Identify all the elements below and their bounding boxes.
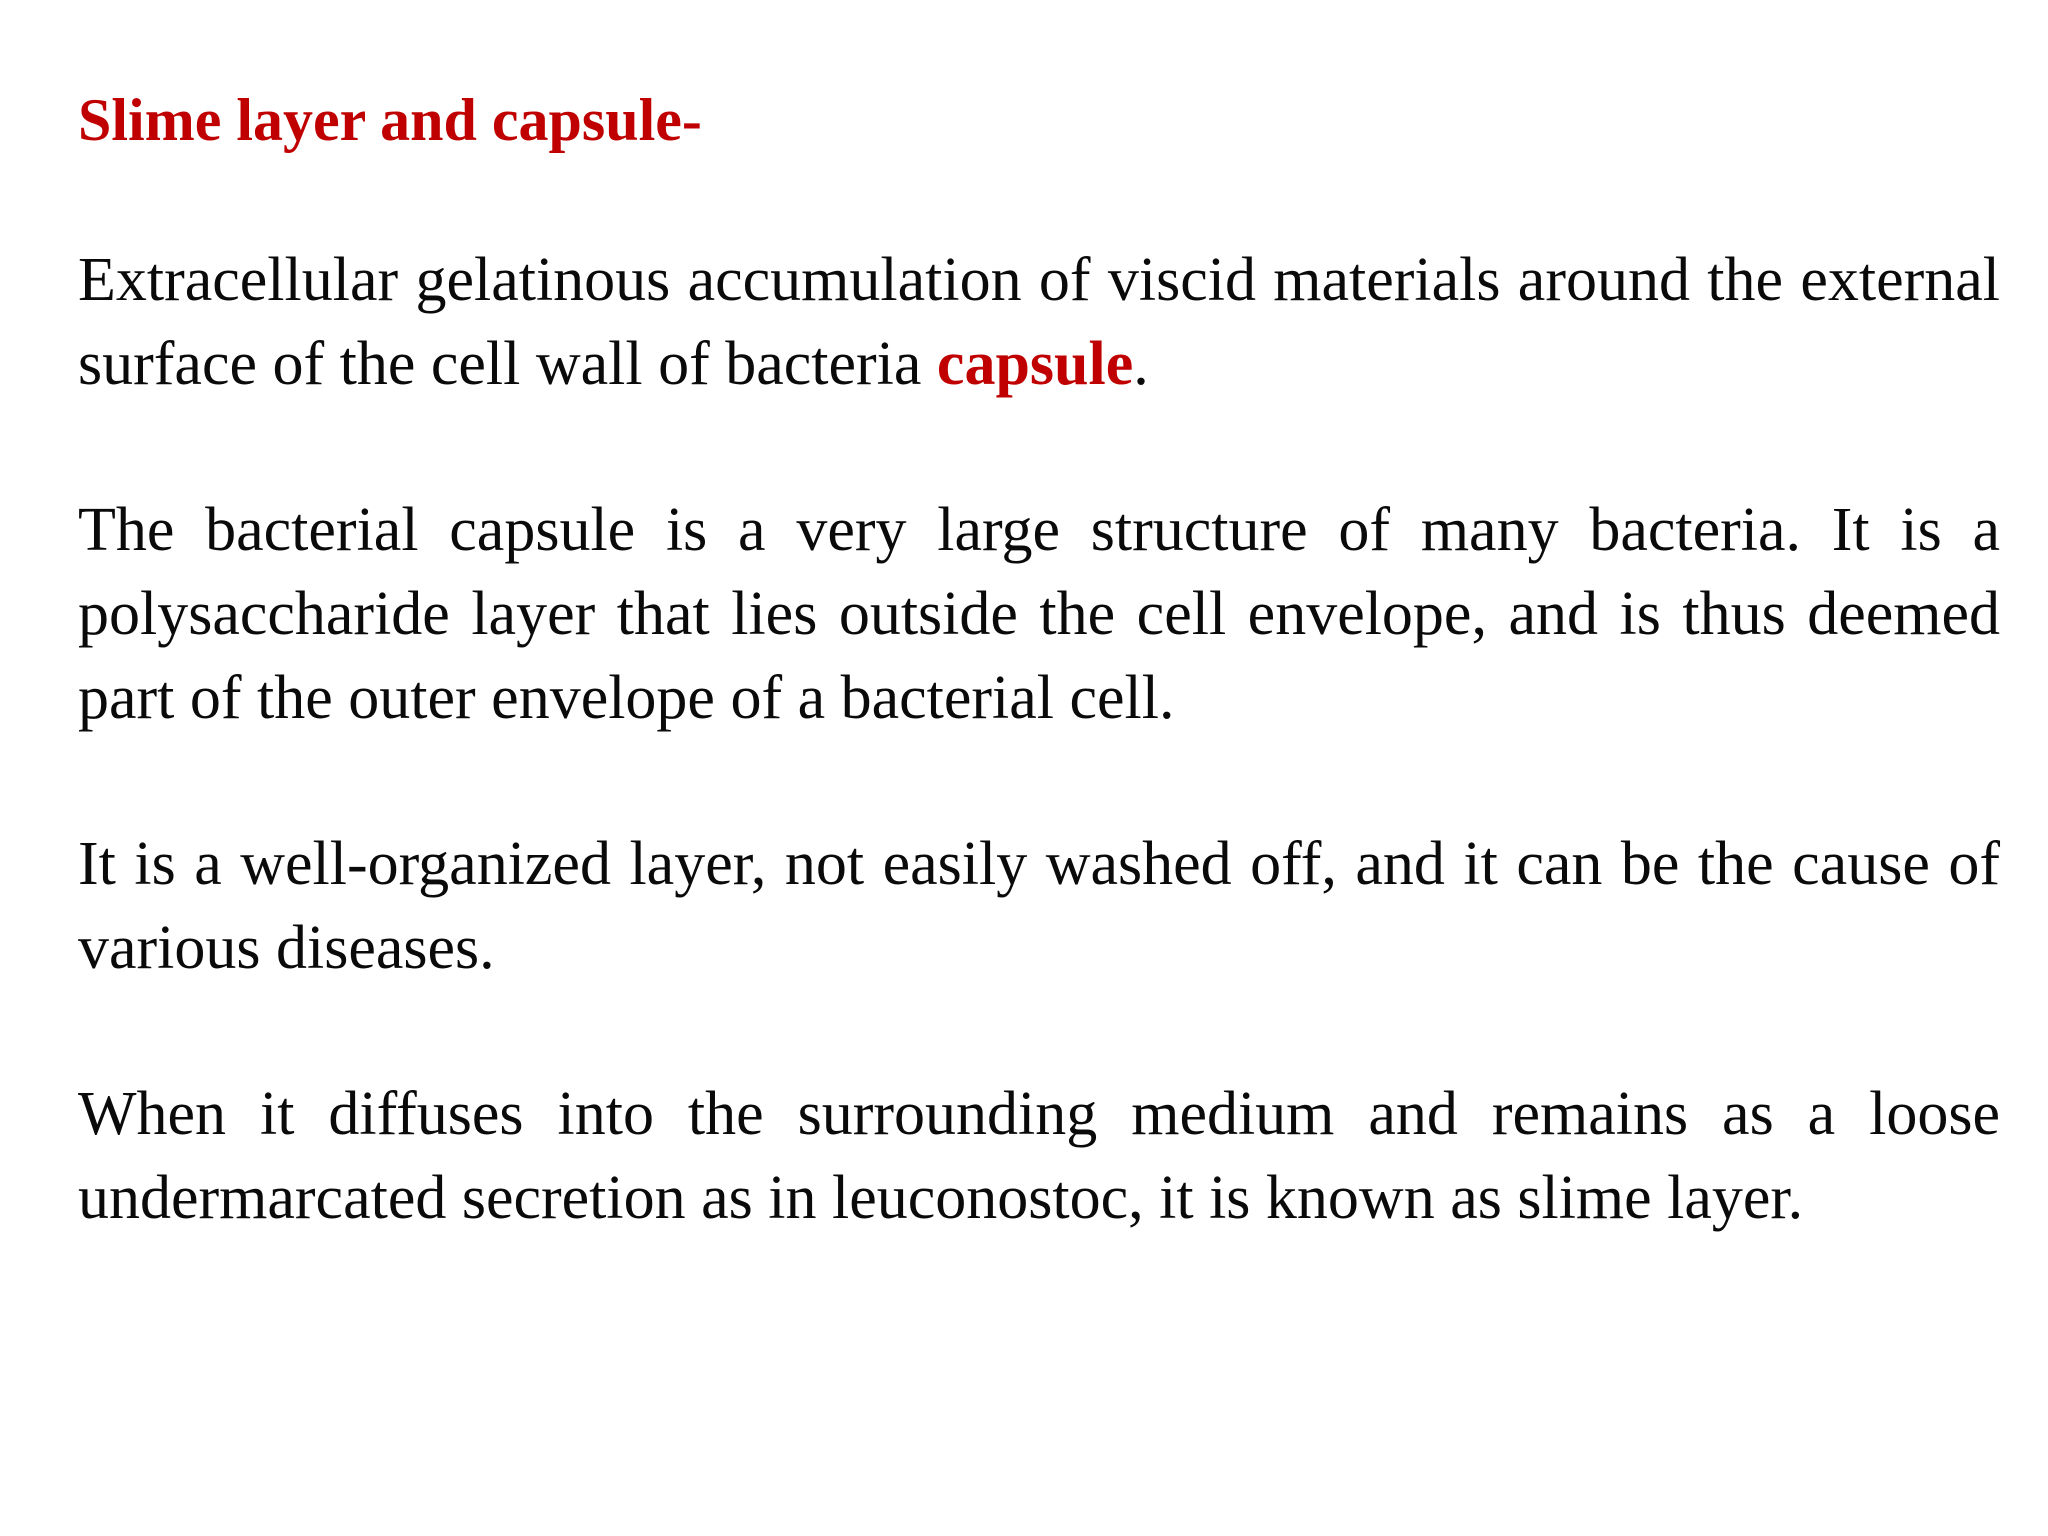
slide: [78, 70, 2000, 1240]
paragraph-capsule-definition-text: Extracellular gelatinous accumulation of viscid materials around the external surface of the cell wall of bacteria: [78, 246, 2000, 398]
paragraph-slime-layer: When it diffuses into the surrounding medium and remains as a loose undermarcated secretion as in leuconostoc, it is known as slime layer.: [78, 1080, 2000, 1232]
capsule-highlight: capsule: [936, 330, 1134, 398]
slide-title: Slime layer and capsule-: [78, 87, 702, 153]
paragraph-capsule-definition: [78, 238, 2000, 406]
paragraph-capsule-structure: The bacterial capsule is a very large structure of many bacteria. It is a polysaccharide layer that lies outside the cell envelope, and is thus deemed part of the outer envelope of a bacterial cell.: [78, 496, 2000, 732]
paragraph-capsule-definition-end: .: [1133, 330, 1149, 398]
paragraph-capsule-properties: It is a well-organized layer, not easily washed off, and it can be the cause of various diseases.: [78, 830, 2000, 982]
